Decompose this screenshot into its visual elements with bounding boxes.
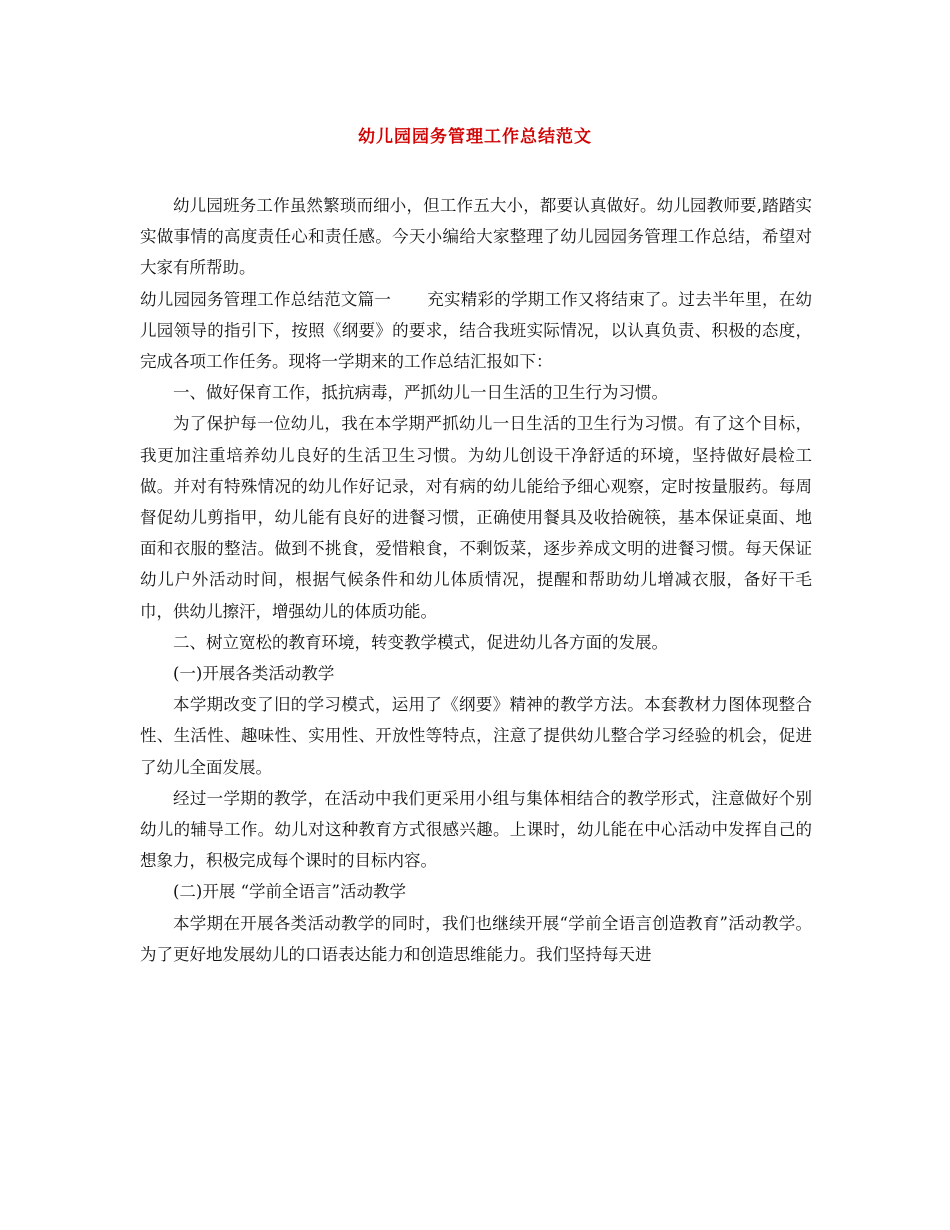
- opening-text: 充实精彩的学期工作又将结束了。过去半年里，在幼儿园领导的指引下，按照《纲要》的要求，结合我班实际情况，以认真负责、积极的态度，完成各项工作任务。现将一学期来的工作总结汇报如下：: [140, 289, 813, 372]
- opening-paragraph: [140, 284, 812, 378]
- section2-heading: 二、树立宽松的教育环境，转变教学模式，促进幼儿各方面的发展。: [173, 632, 668, 652]
- sub1-paragraph-2: 经过一学期的教学，在活动中我们更采用小组与集体相结合的教学形式，注意做好个别幼儿的辅导工作。幼儿对这种教育方式很感兴趣。上课时，幼儿能在中心活动中发挥自己的想象力，积极完成每个课时的目标内容。: [140, 788, 812, 871]
- sub2-paragraph-1: 本学期在开展各类活动教学的同时，我们也继续开展“学前全语言创造教育”活动教学。为了更好地发展幼儿的口语表达能力和创造思维能力。我们坚持每天进: [140, 913, 812, 964]
- document-title: 幼儿园园务管理工作总结范文: [358, 127, 592, 147]
- intro-paragraph: 幼儿园班务工作虽然繁琐而细小，但工作五大小，都要认真做好。幼儿园教师要,踏踏实实做事情的高度责任心和责任感。今天小编给大家整理了幼儿园园务管理工作总结，希望对大家有所帮助。: [140, 196, 812, 278]
- subtitle-label: 幼儿园园务管理工作总结范文篇一: [140, 289, 392, 309]
- document-body: [140, 190, 812, 970]
- section1-heading: 一、做好保育工作，抵抗病毒，严抓幼儿一日生活的卫生行为习惯。: [173, 383, 668, 403]
- section1-body: 为了保护每一位幼儿，我在本学期严抓幼儿一日生活的卫生行为习惯。有了这个目标，我更加注重培养幼儿良好的生活卫生习惯。为幼儿创设干净舒适的环境，坚持做好晨检工做。并对有特殊情况的幼儿作好记录，对有病的幼儿能给予细心观察，定时按量服药。每周督促幼儿剪指甲，幼儿能有良好的进餐习惯，正确使用餐具及收拾碗筷，基本保证桌面、地面和衣服的整洁。做到不挑食，爱惜粮食，不剩饭菜，逐步养成文明的进餐习惯。每天保证幼儿户外活动时间，根据气候条件和幼儿体质情况，提醒和帮助幼儿增减衣服，备好干毛巾，供幼儿擦汗，增强幼儿的体质功能。: [140, 414, 812, 621]
- sub1-paragraph-1: 本学期改变了旧的学习模式，运用了《纲要》精神的教学方法。本套教材力图体现整合性、生活性、趣味性、实用性、开放性等特点，注意了提供幼儿整合学习经验的机会，促进了幼儿全面发展。: [140, 695, 812, 777]
- sub2-heading: (二)开展 “学前全语言”活动教学: [173, 882, 406, 902]
- sub1-heading: (一)开展各类活动教学: [173, 664, 335, 684]
